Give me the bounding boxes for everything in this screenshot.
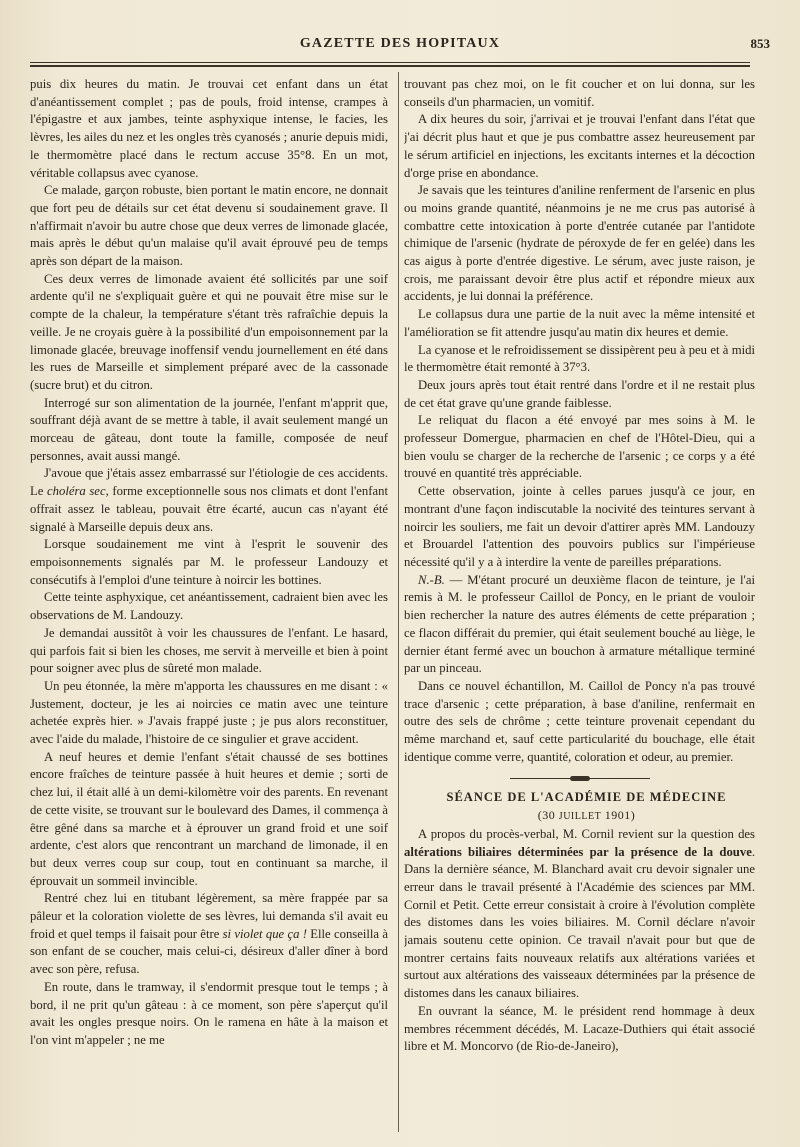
paragraph: Deux jours après tout était rentré dans l'ordre et il ne restait plus de cet état grave qu'une grande faiblesse.	[404, 377, 755, 410]
nota-bene-label: N.-B.	[418, 572, 445, 587]
paragraph: Dans ce nouvel échantillon, M. Caillol de Poncy n'a pas trouvé trace d'arsenic ; cette préparation, à base d'aniline, renfermait en outre des sels de chrôme ; cette teinture provenait cependant du même marchand et, sauf cette particularité du bouchage, elle était identique comme verre, quantité, coloration et odeur, au premier.	[404, 678, 755, 764]
right-column	[404, 76, 755, 1136]
date-month: JUILLET	[558, 811, 602, 823]
italic-quote: si violet que ça !	[222, 926, 307, 941]
paragraph: Lorsque soudainement me vint à l'esprit le souvenir des empoisonnements signalés par M. le professeur Landouzy et consécutifs à l'emploi d'une teinture à noircir les bottines.	[30, 537, 388, 587]
paragraph: Cette teinte asphyxique, cet anéantissement, cadraient bien avec les observations de M. Landouzy.	[30, 590, 388, 623]
paragraph: Interrogé sur son alimentation de la journée, l'enfant m'apprit que, souffrant déjà avant de se mettre à table, il avait seulement mangé un morceau de gâteau, dont toute la famille, composée de neuf personnes, avait aussi mangé.	[30, 395, 388, 463]
bold-topic: altérations biliaires déterminées par la présence de la douve	[404, 844, 752, 859]
journal-title: GAZETTE DES HOPITAUX	[299, 36, 501, 51]
paragraph	[30, 890, 388, 979]
paragraph	[404, 826, 755, 1003]
paragraph: Ces deux verres de limonade avaient été sollicités par une soif ardente qu'il ne s'expliquait guère et qui ne pouvait être mise sur le compte de la chaleur, la température s'étant très rafraîchie depuis la veille. Je ne croyais guère à la possibilité d'un empoisonnement par la limonade glacée, breuvage inoffensif vendu journellement en été dans les rues de Marseille et simplement préparé avec de la cassonade (sucre brut) et du citron.	[30, 271, 388, 392]
text-run: A propos du procès-verbal, M. Cornil revient sur la question des	[418, 826, 755, 841]
column-divider	[398, 72, 399, 1132]
paragraph: En ouvrant la séance, M. le président rend hommage à deux membres récemment décédés, M. Lacaze-Duthiers qui était associé libre et M. Moncorvo (de Rio-de-Janeiro),	[404, 1003, 755, 1054]
text-run: , forme exceptionnelle sous nos climats et dont l'enfant offrait assez le tableau, pouvait être écarté, aucun cas n'ayant été signalé à Marseille depuis deux ans.	[30, 484, 388, 534]
section-date	[404, 807, 755, 826]
page-header	[30, 36, 770, 56]
text-run: — M'étant procuré un deuxième flacon de teinture, je l'ai remis à M. le professeur Caillol de Poncy, en le priant de vouloir bien rechercher la nature des autres éléments de cette préparation ; ce flacon différait du premier, qui était seulement bouché au liège, le dernier étant fermé avec un bouchon à armature métallique terminé par un pinceau.	[404, 572, 755, 676]
paragraph: Ce malade, garçon robuste, bien portant le matin encore, ne donnait que fort peu de détails sur cet état devenu si soudainement grave. Il n'affirmait n'avoir bu autre chose que deux verres de limonade glacée, mais après le début qu'un malaise qu'il avait éprouvé peu de temps après son départ de la maison.	[30, 183, 388, 269]
page-number: 853	[750, 36, 770, 51]
text-run: . Dans la dernière séance, M. Blanchard avait cru devoir signaler une erreur dans le travail présenté à l'Académie des sciences par MM. Cornil et Petit. Cette erreur consistait à croire à l'évolution complète des distomes dans les voies biliaires. M. Cornil déclare n'avoir jamais soutenu cette opinion. Ce travail n'avait pour but que de montrer certains faits nouveaux relatifs aux altérations variées et surtout aux altérations des vaisseaux déterminées par la présence de distomes dans les canaux biliaires.	[404, 844, 755, 1001]
paragraph: Je demandai aussitôt à voir les chaussures de l'enfant. Le hasard, qui parfois fait si bien les choses, me servit à merveille et bien à point pour soigner avec plus de sûreté mon malade.	[30, 625, 388, 676]
paragraph	[404, 572, 755, 678]
text-run: Elle conseilla à son enfant de se coucher, mais celui-ci, désireux d'aller dîner à bord avec son père, refusa.	[30, 926, 388, 977]
text-run: Rentré chez lui en titubant légèrement, sa mère frappée par sa pâleur et la coloration violette de ses lèvres, lui demanda s'il avait eu froid et quel temps il faisait pour être	[30, 891, 388, 941]
paragraph: La cyanose et le refroidissement se dissipèrent peu à peu et à midi le thermomètre était remonté à 37°3.	[404, 342, 755, 375]
paragraph: Cette observation, jointe à celles parues jusqu'à ce jour, en montrant d'une façon indiscutable la nocivité des teintures servant à noircir les souliers, me fait un devoir d'attirer après MM. Landouzy et Brouardel l'attention des pouvoirs publics sur l'impérieuse nécessité qu'il y a à interdire la vente de pareilles préparations.	[404, 484, 755, 569]
section-title: SÉANCE DE L'ACADÉMIE DE MÉDECINE	[446, 790, 727, 805]
paragraph	[30, 465, 388, 536]
paragraph: Le collapsus dura une partie de la nuit avec la même intensité et l'amélioration se fit attendre jusqu'au matin dix heures et demie.	[404, 307, 755, 339]
text-run: 1901)	[601, 808, 636, 823]
paragraph: puis dix heures du matin. Je trouvai cet enfant dans un état d'anéantissement complet ; pas de pouls, froid intense, crampes à l'épigastre et aux jambes, teinte asphyxique intense, le facies, les lèvres, les ailes du nez et les ongles très cyanosés ; anurie depuis midi, le thermomètre placé dans le rectum accuse 35°8. En un mot, véritable collapsus avec cyanose.	[30, 77, 388, 180]
paragraph: A neuf heures et demie l'enfant s'était chaussé de ses bottines encore fraîches de teinture passée à huit heures et demie ; sorti de chez lui, il était allé à un demi-kilomètre voir des parents. En revenant de cette visite, se trouvant sur le boulevard des Dames, il commença à être gêné dans sa marche et à éprouver un grand froid et une soif ardente, c'est alors que rencontrant un marchand de limonade, il en but deux verres coup sur coup, tout en continuant sa marche, il éprouvait un sommeil invincible.	[30, 749, 388, 888]
paragraph: Je savais que les teintures d'aniline renferment de l'arsenic en plus ou moins grande quantité, néanmoins je ne me crus pas autorisé à combattre cette intoxication à porte d'entrée cutanée par l'antidote chimique de l'arsenic (hydrate de péroxyde de fer en gelée) dans les cas aigus à porte d'entrée digestive. Le sérum, avec juste raison, je crois, me paraissant devoir être plus actif et répondre mieux aux accidents, je lui donnai la préférence.	[404, 183, 755, 304]
paragraph: trouvant pas chez moi, on le fit coucher et on lui donna, sur les conseils d'un pharmacien, un vomitif.	[404, 77, 755, 109]
header-rule-thin	[30, 62, 750, 63]
paragraph: Le reliquat du flacon a été envoyé par mes soins à M. le professeur Domergue, pharmacien en chef de l'Hôtel-Dieu, qui a bien voulu se charger de la recherche de l'arsenic ; ce corps y a été trouvé en quantité très appréciable.	[404, 413, 755, 481]
paragraph: En route, dans le tramway, il s'endormit presque tout le temps ; à bord, il ne prit qu'un gâteau : à ce moment, son père s'aperçut qu'il avait les ongles presque noirs. On le ramena en hâte à la maison et l'on vint m'appeler ; ne me	[30, 979, 388, 1047]
text-run: J'avoue que j'étais assez embarrassé sur l'étiologie de ces accidents. Le	[30, 466, 388, 499]
left-column	[30, 76, 388, 1136]
paragraph: Un peu étonnée, la mère m'apporta les chaussures en me disant : « Justement, docteur, je les ai noircies ce matin avec une teinture achetée exprès hier. » J'avais frappé juste ; je pus alors reconstituer, avec l'aide du malade, l'histoire de ce singulier et grave accident.	[30, 678, 388, 747]
italic-term: choléra sec	[47, 484, 106, 499]
text-run: (30	[537, 808, 559, 823]
section-separator	[510, 778, 650, 779]
paragraph: A dix heures du soir, j'arrivai et je trouvai l'enfant dans l'état que j'ai décrit plus haut et que je pus combattre assez heureusement par le sérum artificiel en injections, les excitants internes et la décoction d'orge prise en abondance.	[404, 112, 755, 180]
header-rule-thick	[30, 65, 750, 67]
